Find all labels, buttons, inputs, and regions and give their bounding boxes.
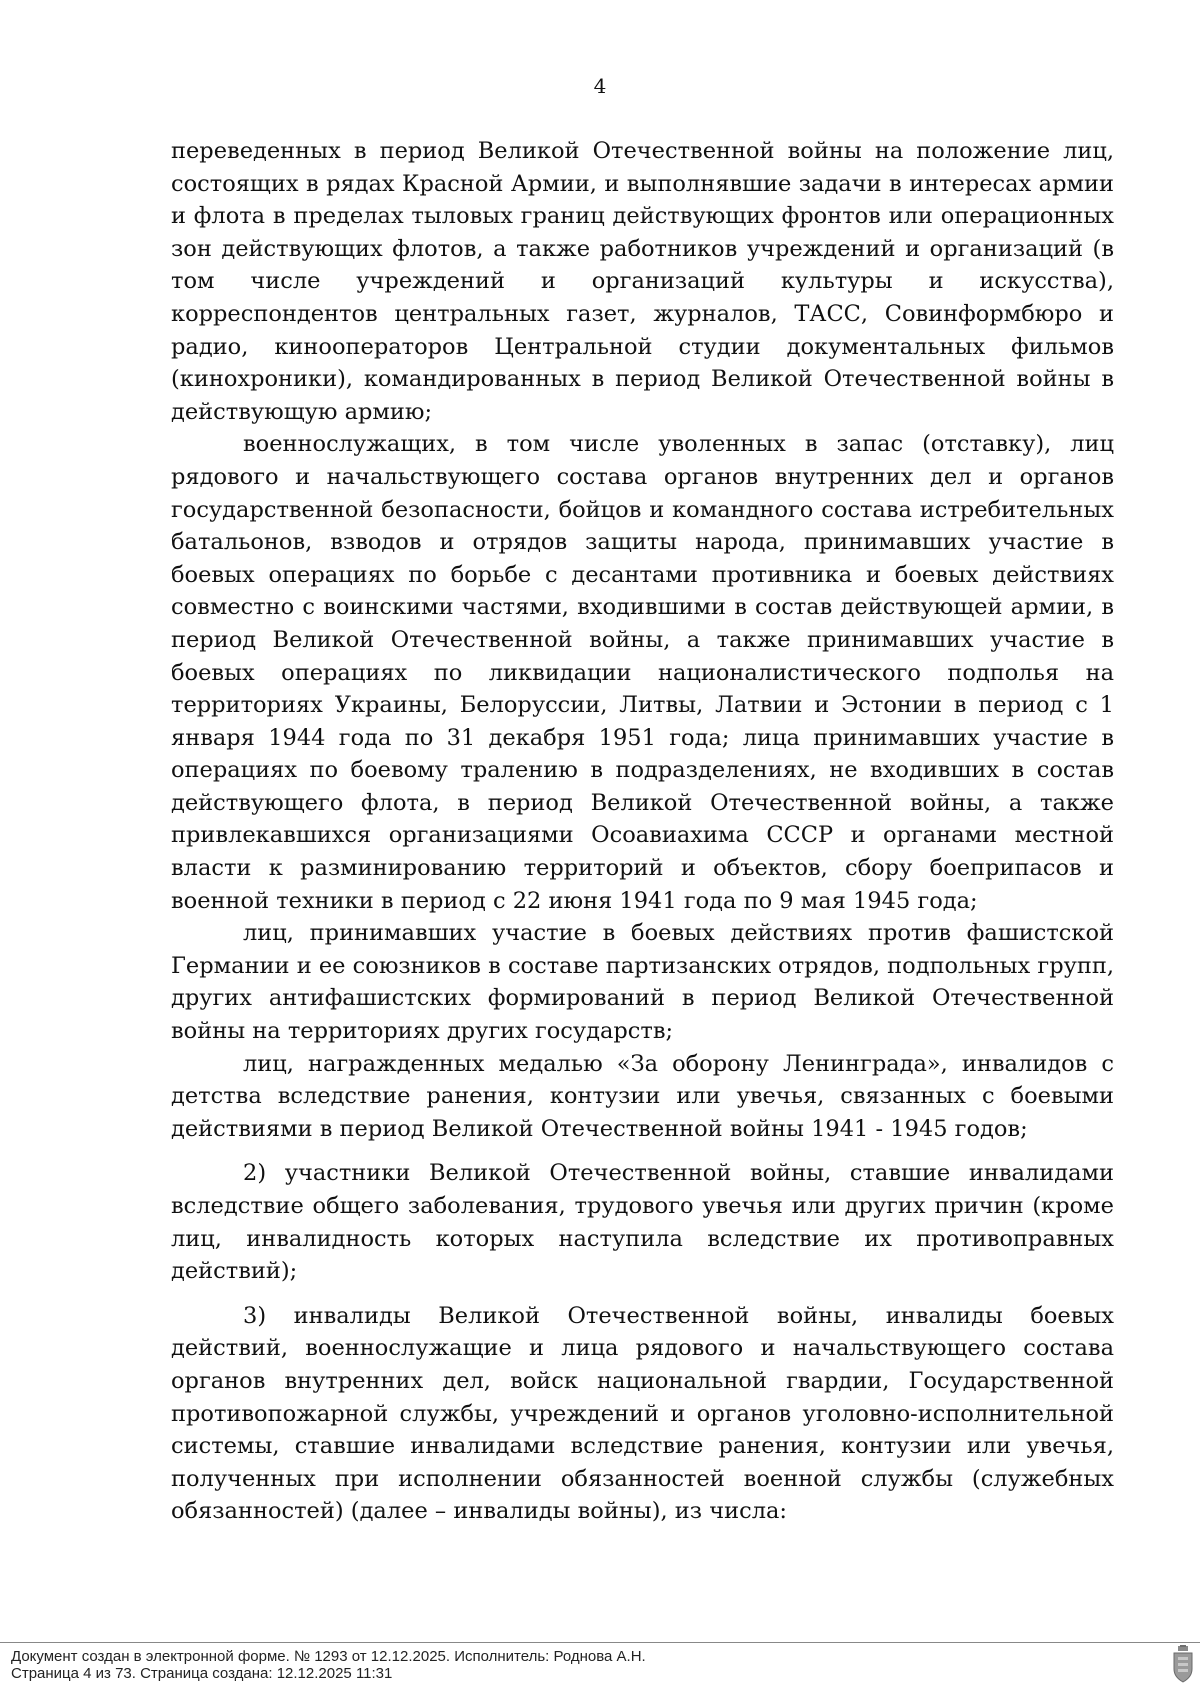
paragraph-continuation: переведенных в период Великой Отечественной войны на положение лиц, состоящих в рядах Красной Армии, и выполнявшие задачи в интересах армии и флота в пределах тыловых границ действующих фронтов или операционных зон действующих флотов, а также работников учреждений и организаций (в том числе учреждений и организаций культуры и искусства), корреспондентов центральных газет, журналов, ТАСС, Совинформбюро и радио, кинооператоров Центральной студии документальных фильмов (кинохроники), командированных в период Великой Отечественной войны в действующую армию; bbox=[171, 138, 1114, 425]
coat-of-arms-icon bbox=[1172, 1645, 1194, 1683]
page-number: 4 bbox=[593, 74, 607, 98]
footer-divider bbox=[0, 1642, 1200, 1643]
paragraph-military-personnel: военнослужащих, в том числе уволенных в запас (отставку), лиц рядового и начальствующего состава органов внутренних дел и органов государственной безопасности, бойцов и командного состава истребительных батальонов, взводов и отрядов защиты народа, принимавших участие в боевых операциях по борьбе с десантами противника и боевых действиях совместно с воинскими частями, входившими в состав действующей армии, в период Великой Отечественной войны, а также принимавших участие в боевых операциях по ликвидации националистического подполья на территориях Украины, Белоруссии, Литвы, Латвии и Эстонии в период с 1 января 1944 года по 31 декабря 1951 года; лица принимавших участие в операциях по боевому тралению в подразделениях, не входивших в состав действующего флота, в период Великой Отечественной войны, а также привлекавшихся организациями Осоавиахима СССР и органами местной власти к разминированию территорий и объектов, сбору боеприпасов и военной техники в период с 22 июня 1941 года по 9 мая 1945 года; bbox=[171, 431, 1114, 914]
footer-document-info: Документ создан в электронной форме. № 1293 от 12.12.2025. Исполнитель: Роднова А.Н. bbox=[11, 1648, 646, 1665]
paragraph-item-2: 2) участники Великой Отечественной войны, ставшие инвалидами вследствие общего заболевания, трудового увечья или других причин (кроме лиц, инвалидность которых наступила вследствие их противоправных действий); bbox=[171, 1160, 1114, 1285]
paragraph-leningrad-medal: лиц, награжденных медалью «За оборону Ленинграда», инвалидов с детства вследствие ранения, контузии или увечья, связанных с боевыми действиями в период Великой Отечественной войны 1941 - 1945 годов; bbox=[171, 1050, 1114, 1142]
footer bbox=[11, 1648, 1161, 1682]
footer-page-info: Страница 4 из 73. Страница создана: 12.12.2025 11:31 bbox=[11, 1665, 393, 1682]
document-body bbox=[171, 135, 1114, 1528]
paragraph-item-3: 3) инвалиды Великой Отечественной войны, инвалиды боевых действий, военнослужащие и лица рядового и начальствующего состава органов внутренних дел, войск национальной гвардии, Государственной противопожарной службы, учреждений и органов уголовно-исполнительной системы, ставшие инвалидами вследствие ранения, контузии или увечья, полученных при исполнении обязанностей военной службы (служебных обязанностей) (далее – инвалиды войны), из числа: bbox=[171, 1302, 1114, 1525]
paragraph-partisans: лиц, принимавших участие в боевых действиях против фашистской Германии и ее союзников в составе партизанских отрядов, подпольных групп, других антифашистских формирований в период Великой Отечественной войны на территориях других государств; bbox=[171, 920, 1114, 1045]
